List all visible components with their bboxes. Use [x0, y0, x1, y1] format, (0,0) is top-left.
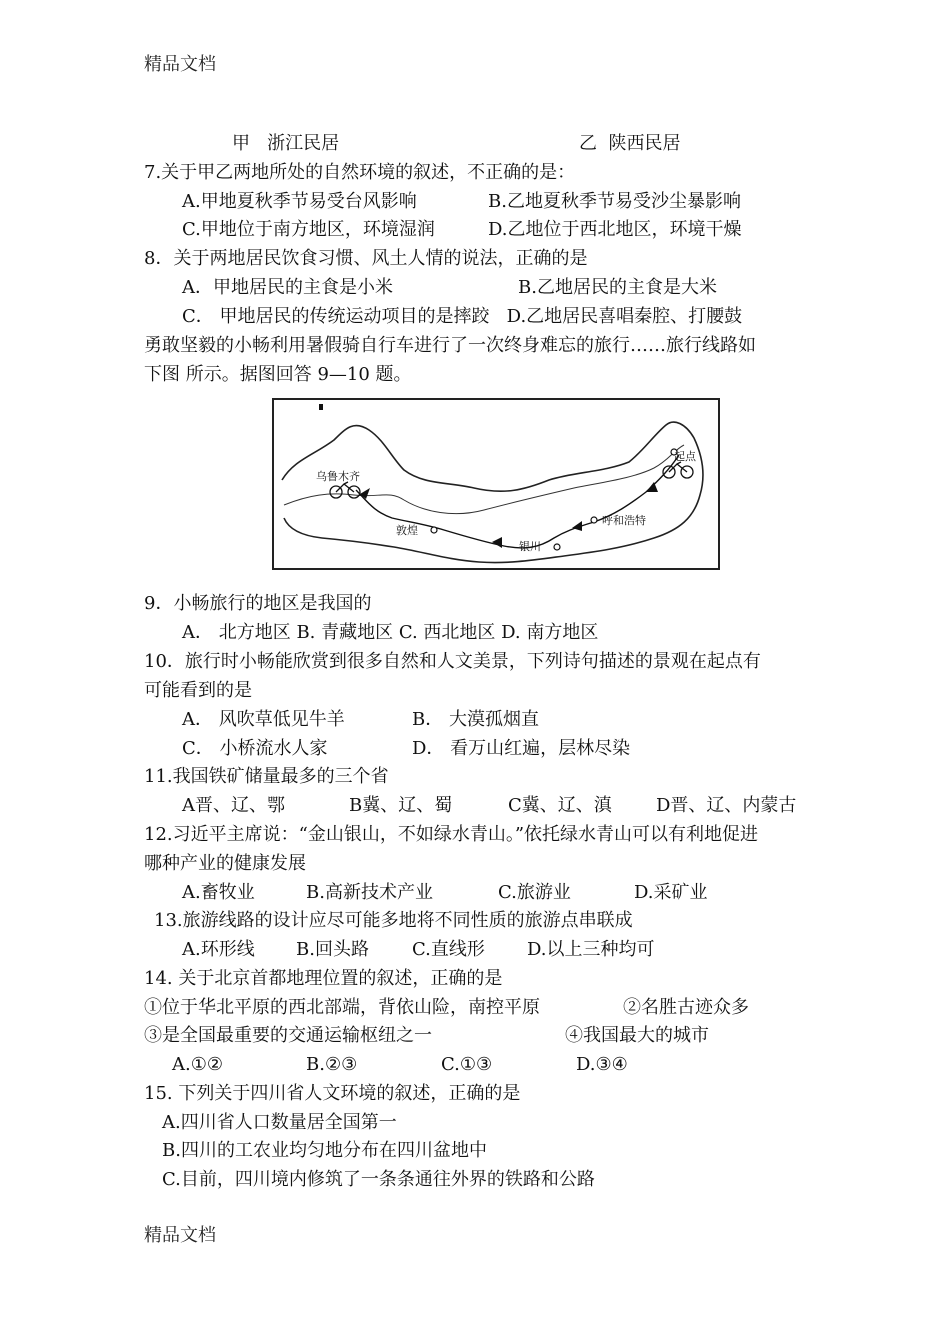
q10-option-c: C． 小桥流水人家: [182, 738, 328, 759]
q7-option-d: D.乙地位于西北地区，环境干燥: [488, 219, 742, 240]
q14-statement-3: ③是全国最重要的交通运输枢纽之一: [144, 1025, 432, 1046]
q10-stem-2: 可能看到的是: [144, 680, 252, 701]
label-yinchuan: 银川: [519, 540, 541, 553]
map-dot: [319, 404, 323, 410]
q11-option-a: A晋、辽、鄂: [182, 795, 285, 816]
label-urumqi: 乌鲁木齐: [316, 470, 360, 483]
q10-option-b: B． 大漠孤烟直: [412, 709, 539, 730]
q12-stem-1: 12.习近平主席说：“金山银山，不如绿水青山。”依托绿水青山可以有利地促进: [144, 824, 759, 845]
q14-statement-4: ④我国最大的城市: [565, 1025, 709, 1046]
q9-stem: 9．小畅旅行的地区是我国的: [144, 593, 372, 614]
q13-stem: 13.旅游线路的设计应尽可能多地将不同性质的旅游点串联成: [154, 910, 633, 931]
q13-option-d: D.以上三种均可: [527, 939, 655, 960]
q14-option-d: D.③④: [576, 1054, 628, 1075]
q14-option-a: A.①②: [172, 1054, 223, 1075]
q13-option-a: A.环形线: [182, 939, 255, 960]
route-arrow-4: [360, 488, 370, 499]
q14-statement-1: ①位于华北平原的西北部端，背依山险，南控平原: [144, 997, 540, 1018]
q14-option-c: C.①③: [441, 1054, 493, 1075]
yinchuan-marker: [554, 544, 560, 550]
hohhot-marker: [591, 517, 597, 523]
q7-stem: 7.关于甲乙两地所处的自然环境的叙述，不正确的是：: [144, 162, 576, 183]
q8-stem: 8．关于两地居民饮食习惯、风土人情的说法，正确的是: [144, 248, 588, 269]
q7-option-a: A.甲地夏秋季节易受台风影响: [182, 191, 417, 212]
label-start: 起点: [674, 450, 696, 463]
q10-option-d: D． 看万山红遍，层林尽染: [412, 738, 631, 759]
q13-option-b: B.回头路: [296, 939, 369, 960]
q15-option-c: C.目前，四川境内修筑了一条条通往外界的铁路和公路: [162, 1169, 595, 1190]
q9-options: A． 北方地区 B. 青藏地区 C. 西北地区 D. 南方地区: [182, 622, 599, 643]
label-dunhuang: 敦煌: [396, 524, 418, 537]
dunhuang-marker: [431, 527, 437, 533]
q11-stem: 11.我国铁矿储量最多的三个省: [144, 766, 389, 787]
q12-option-d: D.采矿业: [634, 882, 708, 903]
intro-line-1: 勇敢坚毅的小畅利用暑假骑自行车进行了一次终身难忘的旅行……旅行线路如: [144, 335, 756, 356]
q15-option-b: B.四川的工农业均匀地分布在四川盆地中: [162, 1140, 487, 1161]
q11-option-c: C冀、辽、滇: [508, 795, 612, 816]
page-header: 精品文档: [144, 54, 216, 75]
caption-left: 甲 浙江民居: [232, 133, 340, 154]
q12-stem-2: 哪种产业的健康发展: [144, 853, 306, 874]
route-map-drawing: [274, 400, 718, 568]
label-hohhot: 呼和浩特: [602, 514, 646, 527]
q12-option-a: A.畜牧业: [182, 882, 255, 903]
region-outline: [282, 422, 703, 562]
q11-option-b: B冀、辽、蜀: [349, 795, 453, 816]
route-arrow-3: [492, 537, 502, 548]
q14-stem: 14. 关于北京首都地理位置的叙述，正确的是: [144, 968, 503, 989]
q13-option-c: C.直线形: [412, 939, 485, 960]
q14-option-b: B.②③: [306, 1054, 358, 1075]
q8-option-a: A．甲地居民的主食是小米: [182, 277, 393, 298]
caption-right: 乙 陕西民居: [579, 133, 681, 154]
q14-statement-2: ②名胜古迹众多: [623, 997, 749, 1018]
q11-option-d: D晋、辽、内蒙古: [656, 795, 797, 816]
route-map: [272, 398, 720, 570]
q7-option-b: B.乙地夏秋季节易受沙尘暴影响: [488, 191, 741, 212]
q15-stem: 15. 下列关于四川省人文环境的叙述，正确的是: [144, 1083, 521, 1104]
intro-line-2: 下图 所示。据图回答 9—10 题。: [144, 364, 412, 385]
q15-option-a: A.四川省人口数量居全国第一: [162, 1112, 397, 1133]
page-footer: 精品文档: [144, 1225, 216, 1246]
q10-stem-1: 10．旅行时小畅能欣赏到很多自然和人文美景，下列诗句描述的景观在起点有: [144, 651, 761, 672]
q12-option-b: B.高新技术产业: [306, 882, 433, 903]
q12-option-c: C.旅游业: [498, 882, 571, 903]
route-arrow-1: [646, 482, 658, 492]
q10-option-a: A． 风吹草低见牛羊: [182, 709, 345, 730]
q8-option-cd: C． 甲地居民的传统运动项目的是摔跤 D.乙地居民喜唱秦腔、打腰鼓: [182, 306, 743, 327]
q8-option-b: B.乙地居民的主食是大米: [518, 277, 717, 298]
q7-option-c: C.甲地位于南方地区，环境湿润: [182, 219, 435, 240]
